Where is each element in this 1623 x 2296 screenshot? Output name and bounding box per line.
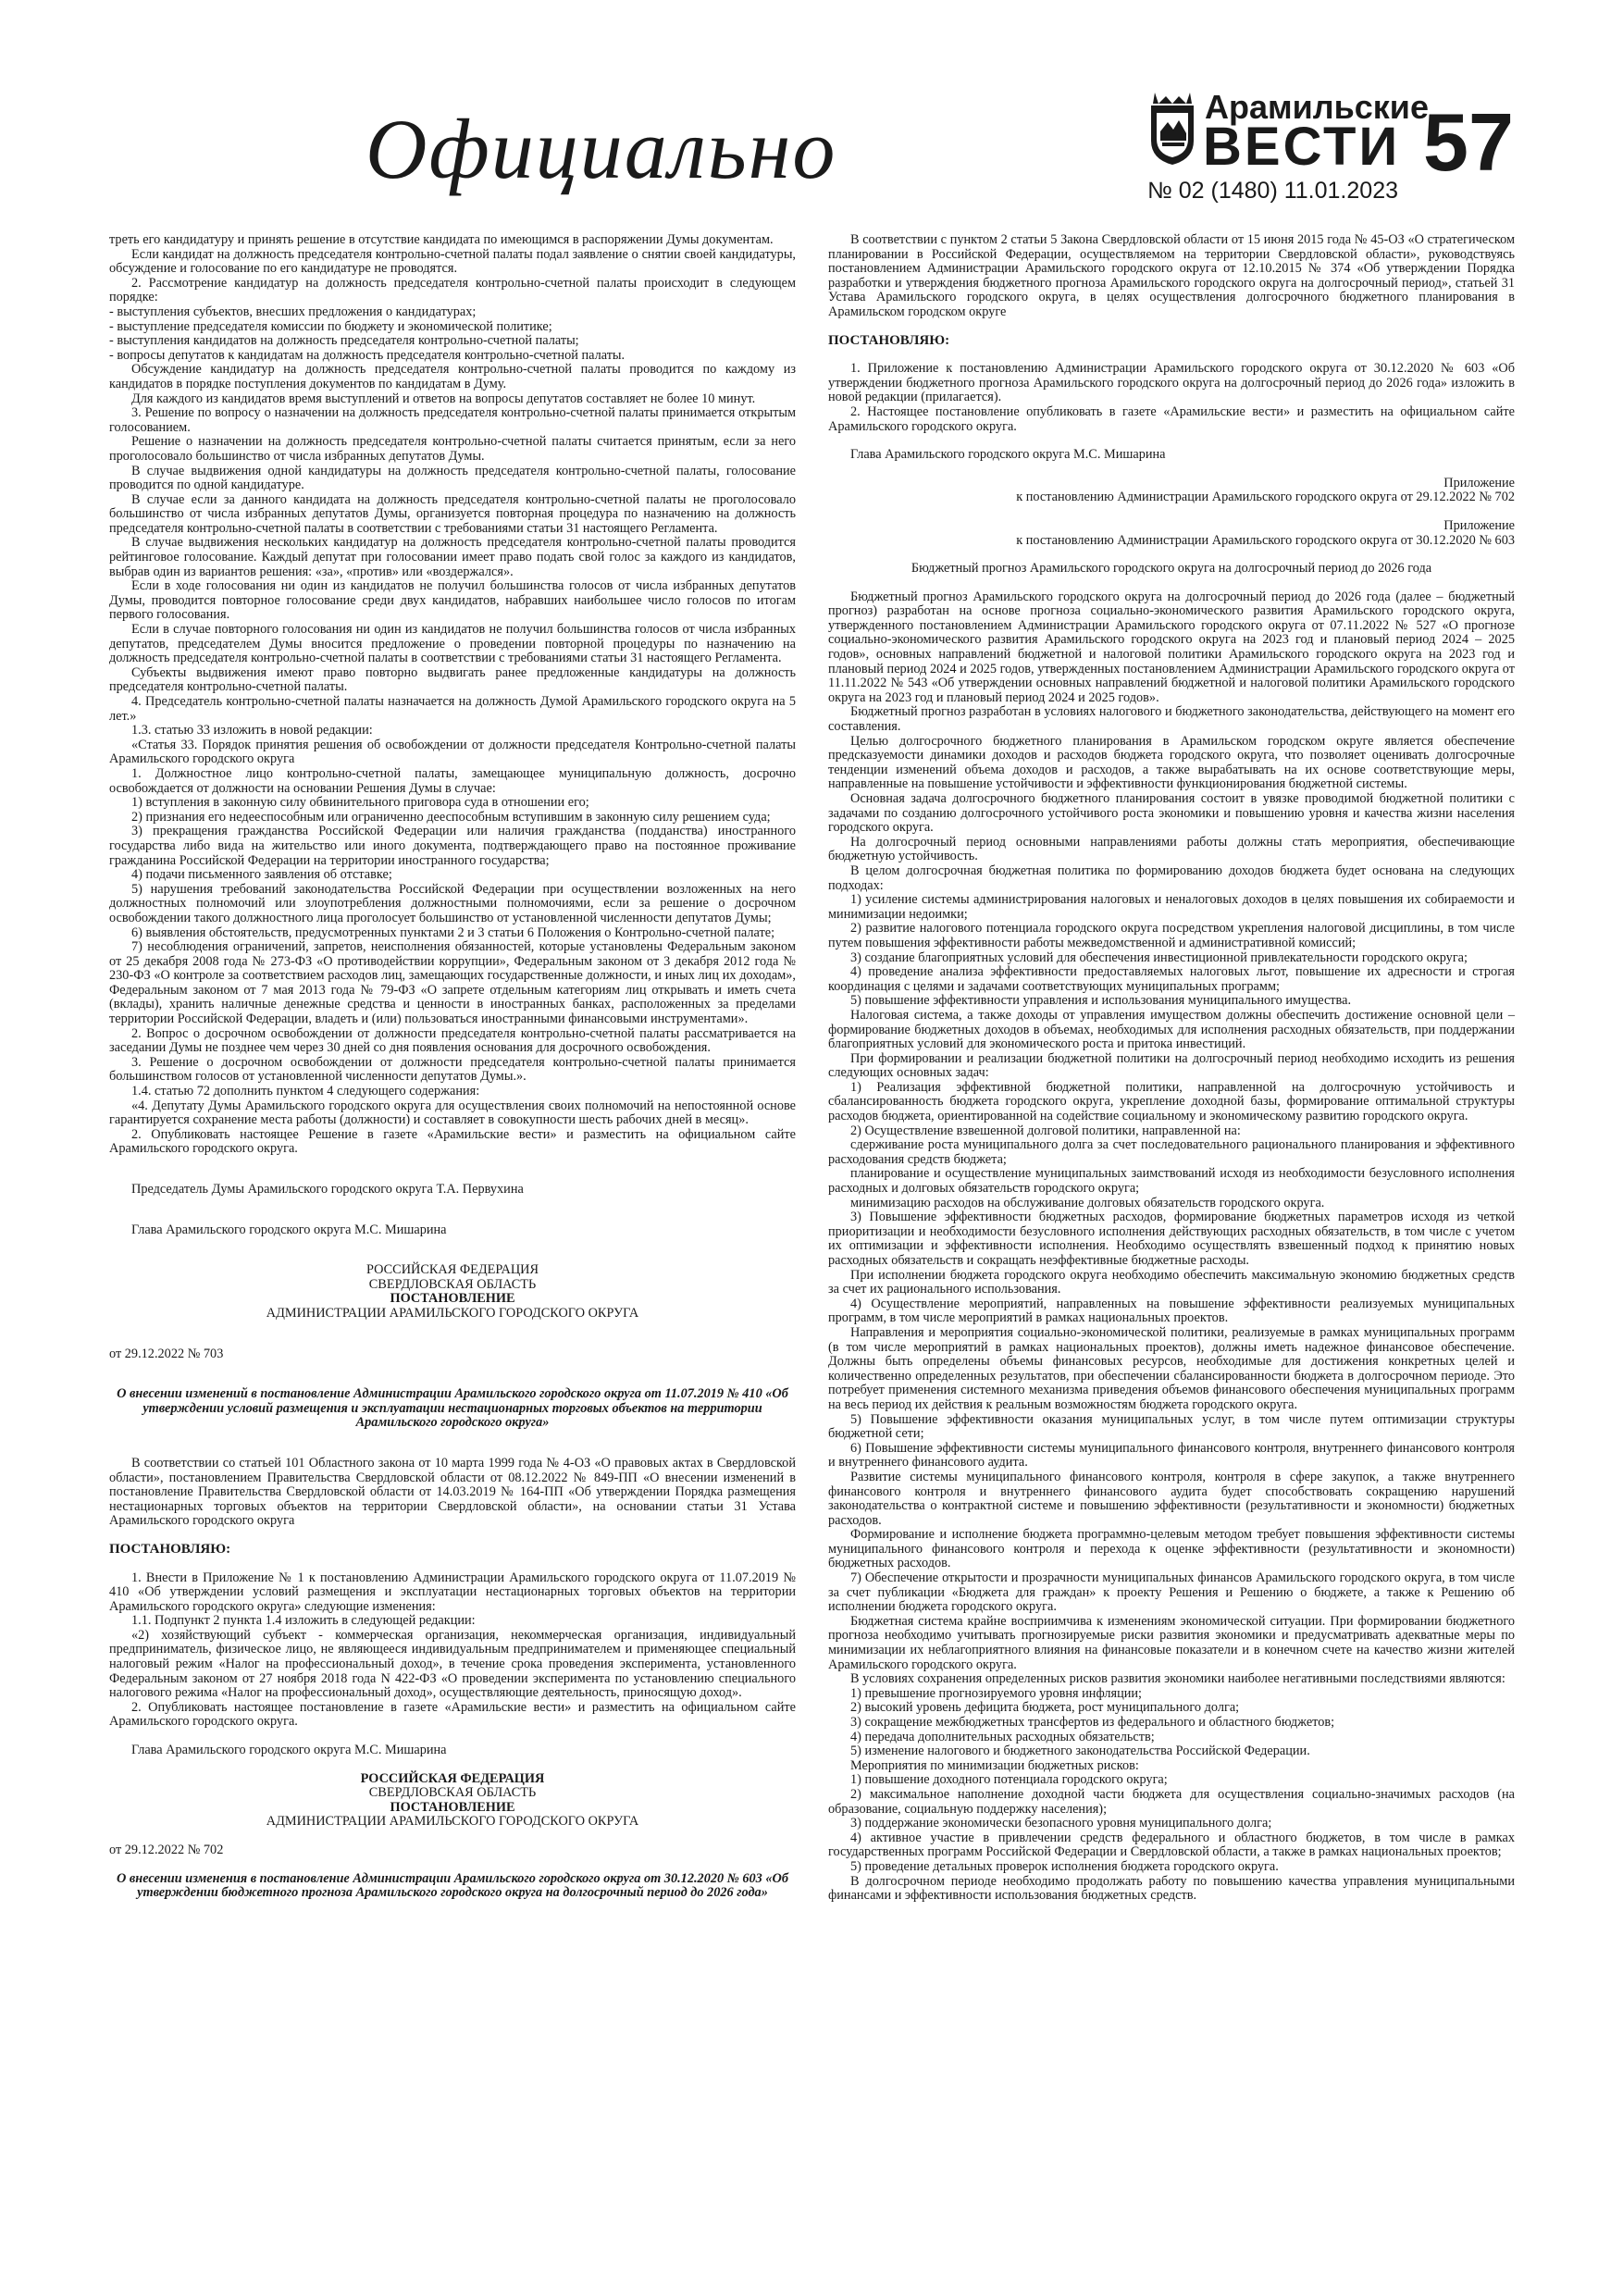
list-item: 2) высокий уровень дефицита бюджета, рост муниципального долга; xyxy=(850,1700,1240,1716)
paragraph: 1) вступления в законную силу обвинительного приговора суда в отношении его; xyxy=(131,795,589,811)
list-item: 3) поддержание экономически безопасного уровня муниципального долга; xyxy=(850,1816,1272,1831)
paragraph: 7) Обеспечение открытости и прозрачности муниципальных финансов Арамильского городского округа, в том числе за счет публикации «Бюджета для граждан» к проекту Решения и Решению о бюджете, а также к Решению об исполнении бюджета городского округа. xyxy=(828,1570,1515,1615)
paragraph: 7) несоблюдения ограничений, запретов, неисполнения обязанностей, которые установлены Федеральным законом от 25 декабря 2008 года № 273-ФЗ «О противодействии коррупции», Федеральным законом от 3 декабря 2012 года № 230-ФЗ «О контроле за соответствием расходов лиц, замещающих государственные должности, и иных лиц их доходам», Федеральным законом от 7 мая 2013 года № 79-ФЗ «О запрете отдельным категориям лиц открывать и иметь счета (вклады), хранить наличные денежные средства и ценности в иностранных банках, расположенных за пределами территории Российской Федерации, владеть и (или) пользоваться иностранными финансовыми инструментами». xyxy=(109,939,796,1027)
paragraph: Если в ходе голосования ни один из кандидатов не получил большинства голосов от числа избранных депутатов Думы, проводится повторное голосование среди двух кандидатов, набравших наибольшее число голосов по итогам первого голосования. xyxy=(109,578,796,623)
paragraph: «4. Депутату Думы Арамильского городского округа для осуществления своих полномочий на непостоянной основе гарантируется сохранение места работы (должности) и составляет в совокупности шесть рабочих дней в месяц». xyxy=(109,1098,796,1128)
paragraph: «Статья 33. Порядок принятия решения об освобождении от должности председателя Контрольно-счетной палаты Арамильского городского округа xyxy=(109,737,796,767)
signature-line: Глава Арамильского городского округа М.С. Мишарина xyxy=(131,1222,447,1237)
paragraph: 1.4. статью 72 дополнить пунктом 4 следующего содержания: xyxy=(131,1084,480,1099)
paragraph: минимизацию расходов на обслуживание долговых обязательств городского округа. xyxy=(850,1195,1325,1210)
list-item: 5) проведение детальных проверок исполнения бюджета городского округа. xyxy=(850,1858,1279,1874)
paragraph: 1.1. Подпункт 2 пункта 1.4 изложить в следующей редакции: xyxy=(131,1613,476,1629)
paragraph: Субъекты выдвижения имеют право повторно выдвигать ранее предложенные кандидатуры на должность председателя контрольно-счетной палаты. xyxy=(109,664,796,695)
paragraph: Бюджетная система крайне восприимчива к изменениям экономической ситуации. При формировании бюджетного прогноза необходимо учитывать прогнозируемые риски развития экономики и предусматривать адекватные меры по минимизации их неблагоприятного влияния на финансовые показатели и в конечном счете на качество жизни жителей Арамильского городского округа. xyxy=(828,1613,1515,1672)
paragraph: треть его кандидатуру и принять решение в отсутствие кандидата по имеющимся в распоряжении Думы документам. xyxy=(109,232,774,247)
newspaper-name-top: Арамильские xyxy=(1205,88,1429,126)
paragraph: В целом долгосрочная бюджетная политика по формированию доходов бюджета будет основана на следующих подходах: xyxy=(828,863,1515,893)
paragraph: 1. Внести в Приложение № 1 к постановлению Администрации Арамильского городского округа от 11.07.2019 № 410 «Об утверждении условий размещения и эксплуатации нестационарных торговых объектов на территории Арамильского городского округа» следующие изменения: xyxy=(109,1570,796,1614)
paragraph: В долгосрочном периоде необходимо продолжать работу по повышению качества управления муниципальными финансами и эффективности использования бюджетных средств. xyxy=(828,1873,1515,1904)
paragraph: В соответствии с пунктом 2 статьи 5 Закона Свердловской области от 15 июня 2015 года № 45-ОЗ «О стратегическом планировании в Российской Федерации, осуществляемом на территории Свердловской области», руководствуясь постановлением Администрации Арамильского городского округа от 12.10.2015 № 374 «Об утверждении Порядка разработки и утверждения бюджетного прогноза Арамильского городского округа на долгосрочный период», статьей 31 Устава Арамильского городского округа, в целях осуществления долгосрочного бюджетного планирования в Арамильском городском округе xyxy=(828,232,1515,319)
doc-header-authority: АДМИНИСТРАЦИИ АРАМИЛЬСКОГО ГОРОДСКОГО ОКРУГА xyxy=(266,1814,639,1830)
doc-date: от 29.12.2022 № 702 xyxy=(109,1843,224,1857)
doc-title: О внесении изменений в постановление Администрации Арамильского городского округа от 11.07.2019 № 410 «Об утверждении условий размещения и эксплуатации нестационарных торговых объектов на территории Арамильского городского округа» xyxy=(117,1386,788,1431)
paragraph: Налоговая система, а также доходы от управления имуществом должны обеспечить достижение основной цели – формирование бюджетных доходов в объемах, необходимых для исполнения расходных обязательств, при поддержании благоприятных условий для экономического роста и притока инвестиций. xyxy=(828,1007,1515,1052)
paragraph: Формирование и исполнение бюджета программно-целевым методом требует повышения эффективности системы муниципального финансового контроля и перехода к оценке эффективности (результативности и экономности) бюджетных расходов. xyxy=(828,1527,1515,1571)
decree-heading: ПОСТАНОВЛЯЮ: xyxy=(828,332,950,348)
list-item: - выступления кандидатов на должность председателя контрольно-счетной палаты; xyxy=(109,333,579,349)
paragraph: 1. Приложение к постановлению Администрации Арамильского городского округа от 30.12.2020 № 603 «Об утверждении бюджетного прогноза Арамильского городского округа на долгосрочный период до 2026 года» изложить в новой редакции (прилагается). xyxy=(828,361,1515,405)
left-column xyxy=(109,233,796,1901)
paragraph: 4. Председатель контрольно-счетной палаты назначается на должность Думой Арамильского городского округа на 5 лет.» xyxy=(109,694,796,724)
paragraph: 3) прекращения гражданства Российской Федерации или наличия гражданства (подданства) иностранного государства либо вида на жительство или иного документа, подтверждающего право на постоянное проживание гражданина Российской Федерации на территории иностранного государства; xyxy=(109,824,796,868)
paragraph: 1) Реализация эффективной бюджетной политики, направленной на долгосрочную устойчивость и сбалансированность бюджета городского округа, укрепление доходной базы, формирование оптимальной структуры расходов бюджета, ориентированной на содействие социальному и экономическому развитию городского округа. xyxy=(828,1079,1515,1124)
paragraph: 3. Решение о досрочном освобождении от должности председателя контрольно-счетной палаты принимается большинством голосов от установленной численности депутатов Думы.». xyxy=(109,1054,796,1085)
paragraph: 2) признания его недееспособным или ограниченно дееспособным вступившим в законную силу решением суда; xyxy=(131,809,771,825)
paragraph: 2) развитие налогового потенциала городского округа посредством укрепления налоговой дисциплины, в том числе путем повышения эффективности работы межведомственной и административной комиссий; xyxy=(828,921,1515,950)
paragraph: Бюджетный прогноз Арамильского городского округа на долгосрочный период до 2026 года (далее – бюджетный прогноз) разработан на основе прогноза социально-экономического развития Арамильского городского округа, утвержденного постановлением Администрации Арамильского городского округа от 07.11.2022 № 527 «О прогнозе социально-экономического развития Арамильского городского округа на 2023 год и плановый период 2024 – 2025 годов», основных направлений бюджетной и налоговой политики Арамильского городского округа на 2023 год и плановый период 2024 и 2025 годов, утвержденных постановлением Администрации Арамильского городского округа от 11.11.2022 № 543 «Об утверждении основных направлений бюджетной и налоговой политики Арамильского городского округа на 2023 год и плановый период 2024 и 2025 годов». xyxy=(828,589,1515,705)
list-item: 4) активное участие в привлечении средств федерального и областного бюджетов, в том числе в рамках государственных программ Российской Федерации и Свердловской области, а также в рамках национальных проектов; xyxy=(828,1830,1515,1860)
signature-line: Глава Арамильского городского округа М.С. Мишарина xyxy=(850,447,1166,463)
issue-number: № 02 (1480) 11.01.2023 xyxy=(1147,178,1398,204)
paragraph: Если в случае повторного голосования ни один из кандидатов не получил большинства голосов от числа избранных депутатов, председателем Думы вносится предложение о проведении повторной процедуры по назначению на должность председателя контрольно-счетной палаты в соответствии с требованиями статьи 31 настоящего Регламента. xyxy=(109,622,796,666)
paragraph: На долгосрочный период основными направлениями работы должны стать мероприятия, обеспечивающие бюджетную устойчивость. xyxy=(828,834,1515,864)
paragraph: 4) подачи письменного заявления об отставке; xyxy=(131,867,392,883)
newspaper-name-main: ВЕСТИ xyxy=(1203,117,1401,177)
right-column xyxy=(828,233,1515,1904)
doc-header-authority: АДМИНИСТРАЦИИ АРАМИЛЬСКОГО ГОРОДСКОГО ОКРУГА xyxy=(266,1305,639,1321)
paragraph: 3) создание благоприятных условий для обеспечения инвестиционной привлекательности городского округа; xyxy=(850,949,1468,965)
paragraph: «2) хозяйствующий субъект - коммерческая организация, некоммерческая организация, индивидуальный предприниматель, физическое лицо, не являющееся индивидуальным предпринимателем и применяющее специальный налоговый режим «Налог на профессиональный доход», в течение срока проведения эксперимента, установленного Федеральным законом от 27 ноября 2018 года N 422-ФЗ «О проведении эксперимента по установлению специального налогового режима «Налог на профессиональный доход», осуществляющие деятельность, приносящую доход». xyxy=(109,1627,796,1701)
appendix-label: Приложение xyxy=(1443,517,1515,533)
list-item: 1) повышение доходного потенциала городского округа; xyxy=(850,1772,1168,1788)
paragraph: Решение о назначении на должность председателя контрольно-счетной палаты считается принятым, если за него проголосовало большинство от числа избранных депутатов Думы. xyxy=(109,434,796,464)
paragraph: Направления и мероприятия социально-экономической политики, реализуемые в рамках муниципальных программ (в том числе мероприятий в рамках национальных проектов), должны иметь надежное финансовое обеспечение. Должны быть определены объемы финансовых ресурсов, необходимые для достижения конкретных целей и количественно определенных результатов, при обеспечении сбалансированности бюджета в долгосрочном периоде. Это потребует применения системного механизма приведения объемов финансового обеспечения муниципальных программ на весь период их действия к реальным возможностям бюджета городского округа. xyxy=(828,1324,1515,1412)
paragraph: 2. Настоящее постановление опубликовать в газете «Арамильские вести» и разместить на официальном сайте Арамильского городского округа. xyxy=(828,403,1515,434)
list-item: - выступление председателя комиссии по бюджету и экономической политике; xyxy=(109,318,552,334)
page-header xyxy=(0,0,1623,231)
paragraph: 3. Решение по вопросу о назначении на должность председателя контрольно-счетной палаты принимается открытым голосованием. xyxy=(109,405,796,435)
paragraph: Целью долгосрочного бюджетного планирования в Арамильском городском округе является обеспечение предсказуемости динамики доходов и расходов бюджета городского округа, что позволяет оценивать долгосрочные тенденции изменений объема доходов и расходов, а также вырабатывать на их основе соответствующие меры, направленные на повышение устойчивости и эффективности функционирования бюджетной системы. xyxy=(828,733,1515,792)
paragraph: Бюджетный прогноз разработан в условиях налогового и бюджетного законодательства, действующего на момент его составления. xyxy=(828,704,1515,735)
paragraph: планирование и осуществление муниципальных заимствований исходя из необходимости безусловного исполнения расходных и долговых обязательств городского округа; xyxy=(828,1166,1515,1197)
list-item: - выступления субъектов, внесших предложения о кандидатурах; xyxy=(109,304,477,319)
paragraph: 2. Опубликовать настоящее Решение в газете «Арамильские вести» и разместить на официальном сайте Арамильского городского округа. xyxy=(109,1126,796,1157)
doc-header-country: РОССИЙСКАЯ ФЕДЕРАЦИЯ xyxy=(366,1262,539,1278)
doc-header-country: РОССИЙСКАЯ ФЕДЕРАЦИЯ xyxy=(360,1770,545,1786)
paragraph: 2. Рассмотрение кандидатур на должность председателя контрольно-счетной палаты происходит в следующем порядке: xyxy=(109,275,796,305)
paragraph: Основная задача долгосрочного бюджетного планирования состоит в увязке проводимой бюджетной политики с задачами по созданию долгосрочного устойчивого роста экономики и повышению уровня и качества жизни населения городского округа. xyxy=(828,791,1515,836)
paragraph: В случае если за данного кандидата на должность председателя контрольно-счетной палаты не проголосовало большинство от числа избранных депутатов Думы, организуется повторная процедура по назначению на должность председателя контрольно-счетной палаты в соответствии с требованиями статьи 31 настоящего Регламента. xyxy=(109,491,796,536)
paragraph: 2. Опубликовать настоящее постановление в газете «Арамильские вести» и разместить на официальном сайте Арамильского городского округа. xyxy=(109,1699,796,1730)
doc-header-region: СВЕРДЛОВСКАЯ ОБЛАСТЬ xyxy=(368,1785,537,1801)
page-number: 57 xyxy=(1423,96,1514,188)
paragraph: При формировании и реализации бюджетной политики на долгосрочный период необходимо исходить из решения следующих основных задач: xyxy=(828,1050,1515,1081)
paragraph: 4) Осуществление мероприятий, направленных на повышение эффективности реализуемых муниципальных программ, в том числе мероприятий в рамках национальных проектов. xyxy=(828,1296,1515,1326)
appendix-reference: к постановлению Администрации Арамильского городского округа от 29.12.2022 № 702 xyxy=(1016,490,1515,505)
doc-title: О внесении изменения в постановление Администрации Арамильского городского округа от 30.12.2020 № 603 «Об утверждении бюджетного прогноза Арамильского городского округа на долгосрочный период до 2026 года» xyxy=(116,1870,789,1901)
paragraph: 6) выявления обстоятельств, предусмотренных пунктами 2 и 3 статьи 6 Положения о Контрольно-счетной палате; xyxy=(131,925,775,940)
paragraph: 5) Повышение эффективности оказания муниципальных услуг, в том числе путем оптимизации структуры бюджетной сети; xyxy=(828,1411,1515,1442)
paragraph: 1.3. статью 33 изложить в новой редакции: xyxy=(131,723,373,738)
paragraph: 2. Вопрос о досрочном освобождении от должности председателя контрольно-счетной палаты рассматривается на заседании Думы не позднее чем через 30 дней со дня появления основания для досрочного освобождения. xyxy=(109,1025,796,1056)
signature-line: Председатель Думы Арамильского городского округа Т.А. Первухина xyxy=(131,1182,524,1197)
section-title: Официально xyxy=(365,102,837,196)
decree-heading: ПОСТАНОВЛЯЮ: xyxy=(109,1541,231,1557)
paragraph: При исполнении бюджета городского округа необходимо обеспечить максимальную экономию бюджетных средств за счет их рационального использования. xyxy=(828,1267,1515,1297)
paragraph: В соответствии со статьей 101 Областного закона от 10 марта 1999 года № 4-ОЗ «О правовых актах в Свердловской области», постановлением Правительства Свердловской области от 08.12.2022 № 849-ПП «О внесении изменений в постановление Правительства Свердловской области от 14.03.2019 № 164-ПП «Об утверждении Порядка размещения нестационарных торговых объектов на территории Свердловской области», на основании статьи 31 Устава Арамильского городского округа xyxy=(109,1455,796,1529)
doc-header-region: СВЕРДЛОВСКАЯ ОБЛАСТЬ xyxy=(368,1276,537,1292)
paragraph: Для каждого из кандидатов время выступлений и ответов на вопросы депутатов составляет не более 10 минут. xyxy=(131,391,756,406)
list-item: 2) максимальное наполнение доходной части бюджета для осуществления социально-значимых расходов (на образование, социальную поддержку населения); xyxy=(828,1786,1515,1817)
list-item: 5) изменение налогового и бюджетного законодательства Российской Федерации. xyxy=(850,1744,1310,1759)
doc-date: от 29.12.2022 № 703 xyxy=(109,1346,224,1361)
paragraph: Развитие системы муниципального финансового контроля, контроля в сфере закупок, а также внутреннего финансового контроля и внутреннего финансового аудита будет способствовать сокращению нарушений законодательства о контрактной системе и повышению эффективности (результативности и экономности) бюджетных расходов. xyxy=(828,1469,1515,1528)
paragraph: Обсуждение кандидатур на должность председателя контрольно-счетной палаты проводится по каждому из кандидатов в порядке поступления документов по кандидатам в Думу. xyxy=(109,362,796,391)
doc-header-type: ПОСТАНОВЛЕНИЕ xyxy=(390,1291,515,1307)
paragraph: 2) Осуществление взвешенной долговой политики, направленной на: xyxy=(850,1123,1241,1138)
paragraph: В случае выдвижения одной кандидатуры на должность председателя контрольно-счетной палаты, голосование проводится по одной кандидатуре. xyxy=(109,463,796,493)
appendix-reference: к постановлению Администрации Арамильского городского округа от 30.12.2020 № 603 xyxy=(1016,532,1515,548)
paragraph: Если кандидат на должность председателя контрольно-счетной палаты подал заявление о снятии своей кандидатуры, обсуждение и голосование по его кандидатуре не проводятся. xyxy=(109,246,796,277)
appendix-label: Приложение xyxy=(1443,475,1515,490)
list-item: 1) превышение прогнозируемого уровня инфляции; xyxy=(850,1685,1143,1701)
paragraph: 1. Должностное лицо контрольно-счетной палаты, замещающее муниципальную должность, досрочно освобождается от должности на основании Решения Думы в случае: xyxy=(109,765,796,796)
paragraph: 6) Повышение эффективности системы муниципального финансового контроля, внутреннего финансового контроля и внутреннего финансового аудита. xyxy=(828,1440,1515,1471)
paragraph: сдерживание роста муниципального долга за счет последовательного рационального планирования и эффективного расходования средств бюджета; xyxy=(828,1137,1515,1167)
doc-header-type: ПОСТАНОВЛЕНИЕ xyxy=(390,1799,515,1815)
paragraph: В случае выдвижения нескольких кандидатур на должность председателя контрольно-счетной палаты проводится рейтинговое голосование. Каждый депутат при голосовании имеет право подать свой голос за каждого из кандидатов, выбрав один из вариантов решения: «за», «против» или «воздержался». xyxy=(109,535,796,579)
paragraph: 1) усиление системы администрирования налоговых и неналоговых доходов в целях повышения их собираемости и минимизации недоимки; xyxy=(828,892,1515,922)
coat-of-arms-icon xyxy=(1146,85,1199,167)
forecast-title: Бюджетный прогноз Арамильского городского округа на долгосрочный период до 2026 года xyxy=(911,561,1432,577)
paragraph: В условиях сохранения определенных рисков развития экономики наиболее негативными последствиями являются: xyxy=(850,1671,1505,1687)
paragraph: 4) проведение анализа эффективности предоставляемых налоговых льгот, повышение их адресности и строгая координация с целями и задачами соответствующих муниципальных программ; xyxy=(828,964,1515,994)
paragraph: 5) нарушения требований законодательства Российской Федерации при осуществлении возложенных на него должностных полномочий или злоупотребления должностными полномочиями, если за решение о досрочном освобождении такого должностного лица проголосует большинство от установленной численности депутатов Думы; xyxy=(109,881,796,925)
signature-line: Глава Арамильского городского округа М.С. Мишарина xyxy=(131,1743,447,1758)
list-item: 4) передача дополнительных расходных обязательств; xyxy=(850,1729,1155,1744)
list-item: 3) сокращение межбюджетных трансфертов из федерального и областного бюджетов; xyxy=(850,1715,1335,1730)
paragraph: Мероприятия по минимизации бюджетных рисков: xyxy=(850,1757,1139,1773)
paragraph: 5) повышение эффективности управления и использования муниципального имущества. xyxy=(850,993,1352,1009)
list-item: - вопросы депутатов к кандидатам на должность председателя контрольно-счетной палаты. xyxy=(109,347,626,363)
paragraph: 3) Повышение эффективности бюджетных расходов, формирование бюджетных параметров исходя из четкой приоритизации и необходимости безусловного исполнения действующих расходных обязательств, в том числе с учетом их оптимизации и эффективности исполнения. Необходимо осуществлять взвешенный подход к принятию новых расходных обязательств и сокращать неэффективные бюджетные расходы. xyxy=(828,1210,1515,1268)
